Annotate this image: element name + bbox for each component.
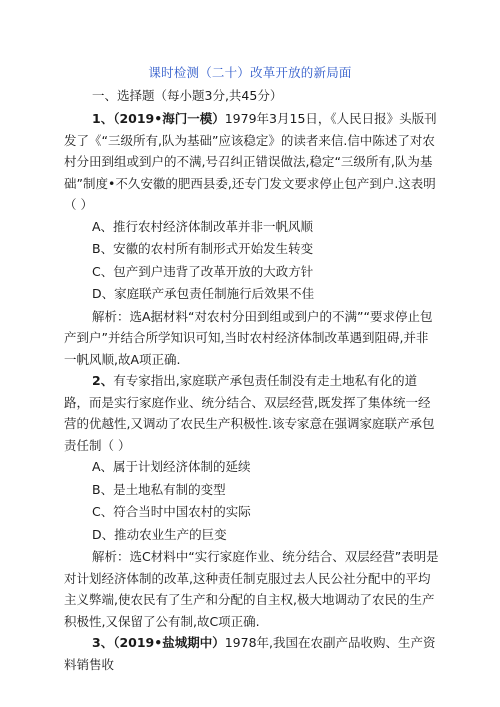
question-text: 1978年,我国在农副产品收购、生产资料销售收: [64, 635, 436, 672]
question-1-analysis: 解析：选A据材料“对农村分田到组或到户的不满”“要求停止包产到户”并结合所学知识可知,当时农村经济体制改革遇到阻碍,并非一帆风顺,故A项正确.: [64, 308, 433, 367]
question-3-stem: [64, 632, 440, 675]
question-1-option-b: B、安徽的农村所有制形式开始发生转变: [92, 241, 314, 256]
question-source: （2019•盐城期中）: [113, 635, 225, 650]
question-number: 1、: [92, 111, 114, 126]
section-heading: 一、选择题（每小题3分,共45分）: [92, 88, 283, 103]
page-title: 课时检测（二十）改革开放的新局面: [148, 65, 352, 80]
question-2-option-d: D、推动农业生产的巨变: [92, 526, 227, 542]
question-1-stem: [64, 108, 440, 216]
question-2-option-b: B、是土地私有制的变型: [92, 481, 226, 497]
question-2-analysis: 解析：选C材料中“实行家庭作业、统分结合、双层经营”表明是对计划经济体制的改革,这种责任制克服过去人民公社分配中的平均主义弊端,使农民有了生产和分配的自主权,极大地调动了农民的生产积极性,又保留了公有制,故C项正确.: [64, 549, 439, 629]
question-list: [64, 108, 440, 675]
question-2-option-c: C、符合当时中国农村的实际: [92, 504, 251, 519]
question-number: 2、: [92, 373, 114, 388]
question-1-option-c: C、包产到户违背了改革开放的大政方针: [92, 263, 314, 279]
question-number: 3、: [92, 635, 114, 650]
question-1-option-d: D、家庭联产承包责任制施行后效果不佳: [92, 286, 315, 301]
question-2-stem: [64, 370, 440, 456]
question-source: （2019•海门一模）: [113, 111, 225, 126]
question-text: 1979年3月15日，《人民日报》头版刊发了《“三级所有,队为基础”应该稳定》的读者来信.信中陈述了对农村分田到组或到户的不满,号召纠正错误做法,稳定“三级所有,队为基础”制度•不久安徽的肥西县委,还专门发文要求停止包产到户.这表明（ ）: [64, 111, 437, 212]
question-1-option-a: A、推行农村经济体制改革并非一帆风顺: [92, 218, 314, 234]
question-2-option-a: A、属于计划经济体制的延续: [92, 459, 251, 474]
question-text: 有专家指出,家庭联产承包责任制没有走土地私有化的道路，而是实行家庭作业、统分结合、双层经营,既发挥了集体统一经营的优越性,又调动了农民生产积极性.该专家意在强调家庭联产承包责任制（ ）: [64, 373, 435, 453]
